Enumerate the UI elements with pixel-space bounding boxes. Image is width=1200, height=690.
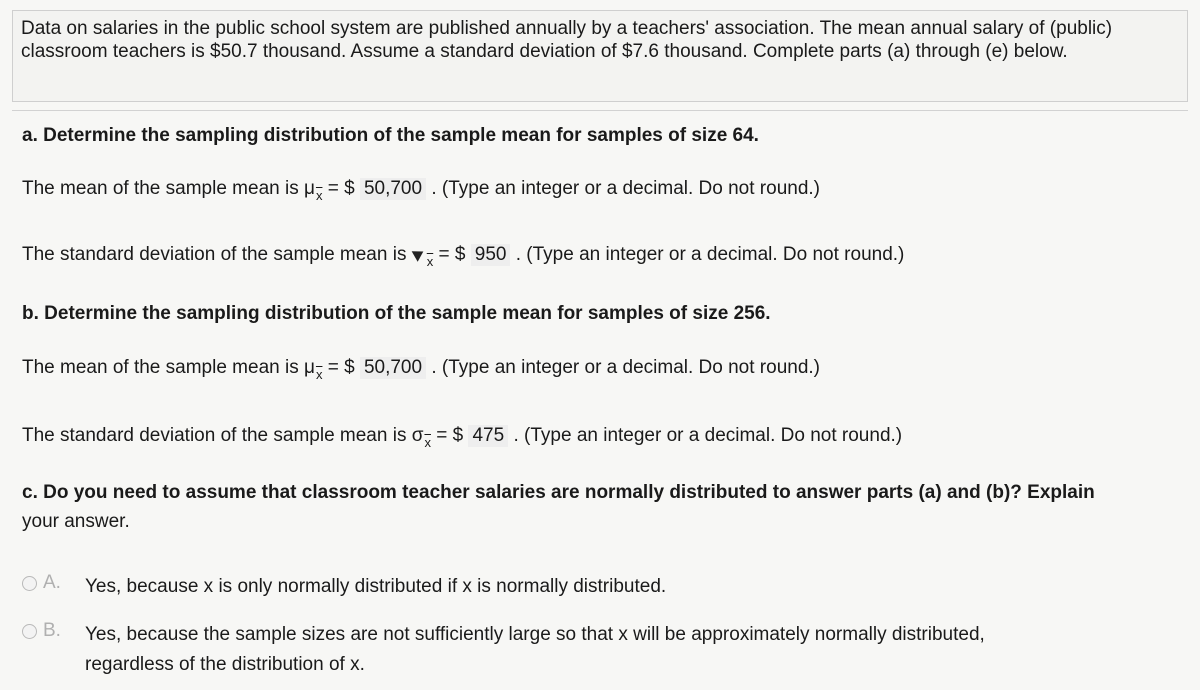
option-b-text [85,620,985,680]
equals-dollar: = $ [438,244,466,265]
label: The mean of the sample mean is [22,357,299,378]
part-b-heading: b. Determine the sampling distribution of the sample mean for samples of size 256. [22,303,771,324]
part-a-heading: a. Determine the sampling distribution of the sample mean for samples of size 64. [22,125,759,146]
part-a-mean-row [22,178,821,203]
part-a-sd-row [22,244,905,269]
option-a[interactable] [22,572,666,602]
instruction: . (Type an integer or a decimal. Do not round.) [431,357,821,378]
instruction: . (Type an integer or a decimal. Do not round.) [515,244,905,265]
option-b[interactable] [22,620,985,680]
part-b-sd-answer[interactable]: 475 [468,425,508,447]
label: The standard deviation of the sample mean is [22,425,407,446]
part-a-sd-answer[interactable]: 950 [471,244,511,266]
option-letter: B. [43,620,61,641]
option-letter: A. [43,572,61,593]
radio-icon[interactable] [22,624,37,639]
radio-icon[interactable] [22,576,37,591]
mu-symbol: μ [303,178,315,199]
instruction: . (Type an integer or a decimal. Do not round.) [431,178,821,199]
option-b-line1: Yes, because the sample sizes are not sufficiently large so that x will be approximately normally distributed, [85,624,985,645]
part-b-mean-answer[interactable]: 50,700 [360,357,426,379]
part-c-heading-line1: c. Do you need to assume that classroom teacher salaries are normally distributed to answer parts (a) and (b)? Explain [22,482,1095,503]
equals-dollar: = $ [327,178,355,199]
part-b-mean-row [22,357,821,382]
equals-dollar: = $ [327,357,355,378]
option-a-text: Yes, because x is only normally distributed if x is normally distributed. [85,576,667,597]
part-b-sd-row [22,425,903,450]
xbar-subscript: x [424,435,431,450]
label: The standard deviation of the sample mean is [22,244,407,265]
xbar-subscript: x [315,367,323,382]
problem-statement [12,10,1188,102]
divider [12,110,1188,111]
label: The mean of the sample mean is [22,178,299,199]
problem-text: Data on salaries in the public school system are published annually by a teachers' association. The mean annual salary of (public) classroom teachers is $50.7 thousand. Assume a standard deviation of $7.6 thousand. Complete parts (a) through (e) below. [21,18,1113,62]
equals-dollar: = $ [436,425,464,446]
xbar-subscript: x [426,254,434,269]
xbar-subscript: x [315,188,323,203]
mouse-cursor-icon [411,246,426,261]
sigma-symbol: σ [411,425,424,446]
instruction: . (Type an integer or a decimal. Do not round.) [513,425,903,446]
part-a-mean-answer[interactable]: 50,700 [360,178,426,200]
mu-symbol: μ [303,357,315,378]
part-c-heading-line2: your answer. [22,511,130,532]
option-b-line2: regardless of the distribution of x. [85,654,365,675]
